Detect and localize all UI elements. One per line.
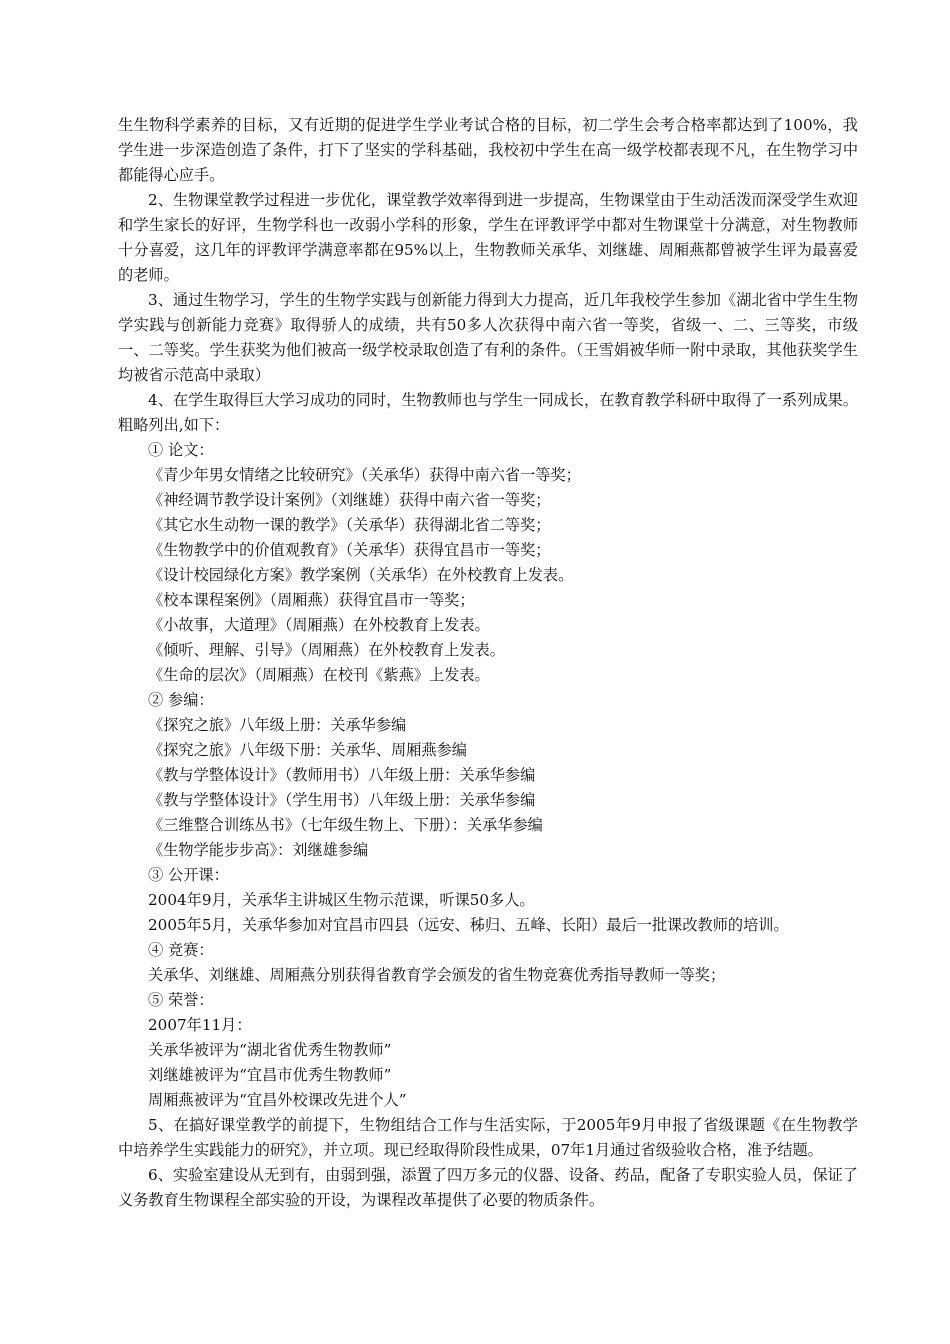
list-item: 《生命的层次》（周厢燕）在校刊《紫燕》上发表。 (148, 666, 490, 684)
list-item: 2004年9月，关承华主讲城区生物示范课，听课50多人。 (148, 891, 535, 909)
achievement-list (118, 438, 858, 1113)
list-item: 《青少年男女情绪之比较研究》（关承华）获得中南六省一等奖； (148, 466, 581, 484)
list-item: 关承华被评为“湖北省优秀生物教师” (148, 1041, 392, 1059)
paragraph-2: 2、生物课堂教学过程进一步优化，课堂教学效率得到进一步提高，生物课堂由于生动活泼而深受学生欢迎和学生家长的好评，生物学科也一改弱小学科的形象，学生在评教评学中都对生物课堂十分满意，对生物教师十分喜爱，这几年的评教评学满意率都在95%以上，生物教师关承华、刘继雄、周厢燕都曾被学生评为最喜爱的老师。 (118, 191, 858, 284)
list-item: 2007年11月： (148, 1016, 252, 1034)
paragraph-6: 6、实验室建设从无到有，由弱到强，添置了四万多元的仪器、设备、药品，配备了专职实验人员，保证了义务教育生物课程全部实验的开设，为课程改革提供了必要的物质条件。 (118, 1166, 858, 1209)
list-item: 《生物学能步步高》：刘继雄参编 (148, 841, 369, 859)
paragraph-5: 5、在搞好课堂教学的前提下，生物组结合工作与生活实际，于2005年9月申报了省级课题《在生物教学中培养学生实践能力的研究》，并立项。现已经取得阶段性成果，07年1月通过省级验收合格，准予结题。 (118, 1116, 858, 1159)
list-item: 《神经调节教学设计案例》（刘继雄）获得中南六省一等奖； (148, 491, 551, 509)
list-item: 《小故事，大道理》（周厢燕）在外校教育上发表。 (148, 616, 490, 634)
list-item: 《校本课程案例》（周厢燕）获得宜昌市一等奖； (148, 591, 475, 609)
list-item: 《探究之旅》八年级上册：关承华参编 (148, 716, 407, 734)
list-heading-open-class: ③ 公开课： (148, 866, 229, 884)
list-item: 2005年5月，关承华参加对宜昌市四县（远安、秭归、五峰、长阳）最后一批课改教师的培训。 (148, 916, 789, 934)
list-heading-honors: ⑤ 荣誉： (148, 991, 214, 1009)
list-heading-papers: ① 论文： (148, 441, 214, 459)
list-item: 《探究之旅》八年级下册：关承华、周厢燕参编 (148, 741, 467, 759)
list-item: 《教与学整体设计》（学生用书）八年级上册：关承华参编 (148, 791, 536, 809)
list-item: 《其它水生动物一课的教学》（关承华）获得湖北省二等奖； (148, 516, 551, 534)
paragraph-4: 4、在学生取得巨大学习成功的同时，生物教师也与学生一同成长，在教育教学科研中取得了一系列成果。粗略列出,如下： (118, 391, 858, 434)
list-item: 刘继雄被评为“宜昌市优秀生物教师” (148, 1066, 392, 1084)
list-item: 《设计校园绿化方案》教学案例（关承华）在外校教育上发表。 (148, 566, 574, 584)
list-heading-editing: ② 参编： (148, 691, 214, 709)
list-item: 《教与学整体设计》（教师用书）八年级上册：关承华参编 (148, 766, 536, 784)
list-item: 《三维整合训练丛书》（七年级生物上、下册）：关承华参编 (148, 816, 543, 834)
list-item: 关承华、刘继雄、周厢燕分别获得省教育学会颁发的省生物竞赛优秀指导教师一等奖； (148, 966, 726, 984)
paragraph-continuation: 生生物科学素养的目标，又有近期的促进学生学业考试合格的目标，初二学生会考合格率都达到了100%，我学生进一步深造创造了条件，打下了坚实的学科基础，我校初中学生在高一级学校都表现不凡，在生物学习中都能得心应手。 (118, 116, 858, 184)
list-item: 《倾听、理解、引导》（周厢燕）在外校教育上发表。 (148, 641, 505, 659)
list-item: 《生物教学中的价值观教育》（关承华）获得宜昌市一等奖； (148, 541, 551, 559)
list-heading-competition: ④ 竞赛： (148, 941, 214, 959)
document-body (118, 113, 858, 1213)
paragraph-3: 3、通过生物学习，学生的生物学实践与创新能力得到大力提高，近几年我校学生参加《湖北省中学生生物学实践与创新能力竞赛》取得骄人的成绩，共有50多人次获得中南六省一等奖，省级一、二、三等奖，市级一、二等奖。学生获奖为他们被高一级学校录取创造了有利的条件。（王雪娟被华师一附中录取，其他获奖学生均被省示范高中录取） (118, 291, 858, 384)
list-item: 周厢燕被评为“宜昌外校课改先进个人” (148, 1091, 407, 1109)
